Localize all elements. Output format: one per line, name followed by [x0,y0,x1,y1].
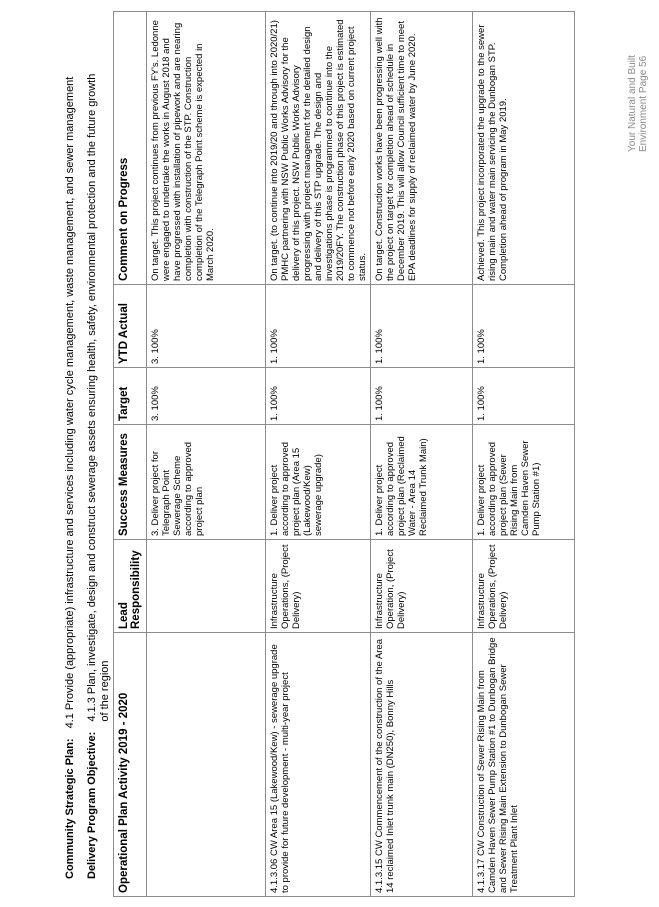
community-strategic-plan [64,77,77,879]
actual-cell: 1. 100% [473,285,575,368]
progress-table [113,11,575,897]
actual-cell: 1. 100% [266,285,371,368]
measure-cell: 1. Deliver project according to approved project plan (Area 15 (Lakewood/Kew) sewerage upgrade) [266,425,371,540]
page-footer: Your Natural and Built Environment Page 56 [627,55,649,152]
table-row [266,12,371,897]
table-row [371,12,473,897]
activity-cell: 4.1.3.06 CW Area 15 (Lakewood/Kew) - sewerage upgrade to provide for future development - multi-year project [266,633,371,897]
actual-cell: 1. 100% [371,285,473,368]
activity-cell: 4.1.3.17 CW Construction of Sewer Rising Main from Camden Haven Sewer Pump Station #1 to Dunbogan Bridge and Sewer Rising Main Extension to Dunbogan Sewer Treatment Plant Inlet [473,633,575,897]
comment-cell: On target. (to continue into 2019/20 and through into 2020/21) PMHC partnering with NSW Public Works Advisory for the delivery of this project. NSW Public Works Advisory progressing with project management for the detailed design and delivery of this STP upgrade. The design and investigations phase is programmed to continue into the 2019/20FY. The construction phase of this project is estimated to commence not before early 2020 based on current project status. [266,12,371,285]
col-comment-header: Comment on Progress [114,12,147,285]
lead-cell: Infrastructure Operations, (Project Delivery) [473,540,575,633]
actual-cell: 3. 100% [147,285,266,368]
target-cell: 1. 100% [371,368,473,425]
activity-cell: 4.1.3.15 CW Commencement of the construction of the Area 14 reclaimed Inlet trunk main (DN250), Bonny Hills [371,633,473,897]
lead-cell: Infrastructure Operations, (Project Delivery) [266,540,371,633]
strategic-plan-label: Community Strategic Plan: [64,738,76,879]
col-measures-header: Success Measures [114,425,147,540]
col-lead-header: Lead Responsibility [114,540,147,633]
col-target-header: Target [114,368,147,425]
strategic-plan-text: 4.1 Provide (appropriate) infrastructure and services including water cycle management, waste management, and sewer management [64,76,76,729]
measure-cell: 3. Deliver project for Telegraph Point Sewerage Scheme according to approved project plan [147,425,266,540]
comment-cell: Achieved. This project incorporated the upgrade to the sewer rising main and water main servicing the Dunbogan STP. Completion ahead of program in May 2019. [473,12,575,285]
measure-cell: 1. Deliver project according to approved project plan (Reclaimed Water - Area 14 Reclaimed Trunk Main) [371,425,473,540]
table-row [473,12,575,897]
target-cell: 1. 100% [473,368,575,425]
lead-cell [147,540,266,633]
target-cell: 3. 100% [147,368,266,425]
delivery-program-objective [86,4,112,879]
table-header-row [114,12,147,897]
col-ytd-header: YTD Actual [114,285,147,368]
delivery-objective-text: 4.1.3 Plan, investigate, design and construct sewerage assets ensuring health, safety, environmental protection and the future growth of the region [86,73,111,722]
comment-cell: On target. Construction works have been progressing well with the project on target for completion ahead of schedule in December 2019. This will allow Council sufficient time to meet EPA deadlines for supply of reclaimed water by June 2020. [371,12,473,285]
measure-cell: 1. Deliver project according to approved project plan (Sewer Rising Main from Camden Haven Sewer Pump Station #1) [473,425,575,540]
target-cell: 1. 100% [266,368,371,425]
lead-cell: Infrastructure Operation, (Project Delivery) [371,540,473,633]
activity-cell [147,633,266,897]
col-activity-header: Operational Plan Activity 2019 - 2020 [114,633,147,897]
comment-cell: On target. This project continues from previous FY's. Ledonne were engaged to undertake the works in August 2018 and have progressed with installation of pipework and are nearing completion with construction of the STP. Construction completion of the Telegraph Point scheme is expected in March 2020. [147,12,266,285]
table-row [147,12,266,897]
delivery-objective-label: Delivery Program Objective: [86,731,98,879]
